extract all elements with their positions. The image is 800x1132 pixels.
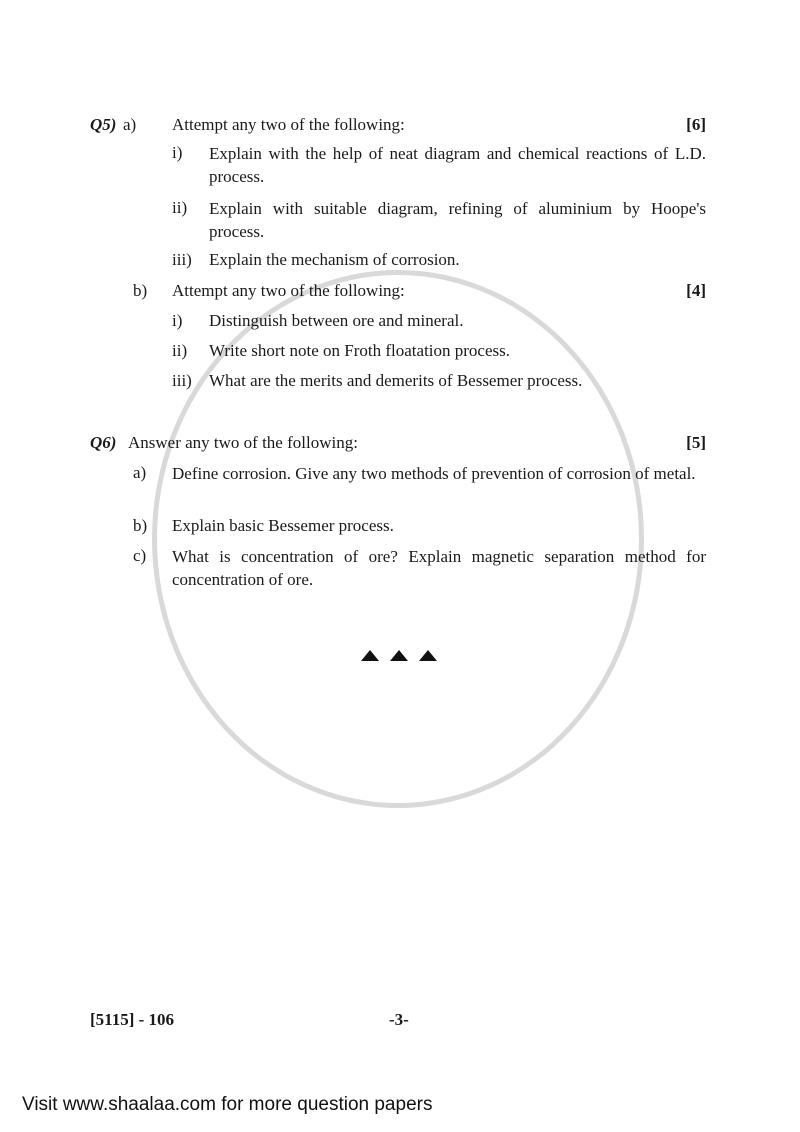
- marks: [4]: [686, 281, 706, 300]
- item-text: Explain the mechanism of corrosion.: [209, 250, 460, 269]
- part-label: a): [123, 115, 137, 134]
- item-label: a): [133, 463, 147, 482]
- item-label: b): [133, 516, 148, 535]
- item-text: Distinguish between ore and mineral.: [209, 311, 464, 330]
- page-number: -3-: [389, 1010, 409, 1029]
- item-text: Explain with suitable diagram, refining of aluminium by Hoope's process.: [209, 199, 706, 241]
- item-text: Write short note on Froth floatation process.: [209, 341, 511, 360]
- item-label: c): [133, 546, 147, 565]
- triangle-icon: [390, 650, 408, 661]
- instruction: Answer any two of the following:: [128, 433, 358, 452]
- item-label: iii): [172, 250, 192, 269]
- item-text: Define corrosion. Give any two methods of prevention of corrosion of metal.: [172, 464, 696, 483]
- item-label: i): [172, 143, 183, 162]
- item-label: ii): [172, 341, 188, 360]
- item-text: Explain with the help of neat diagram and chemical reactions of L.D. process.: [209, 144, 706, 186]
- instruction: Attempt any two of the following:: [172, 115, 405, 134]
- marks: [5]: [686, 433, 706, 452]
- item-label: iii): [172, 371, 192, 390]
- item-text: What is concentration of ore? Explain magnetic separation method for concentration of ore.: [172, 547, 706, 589]
- question-number: Q5): [90, 115, 117, 134]
- marks: [6]: [686, 115, 706, 134]
- paper-code: [5115] - 106: [90, 1010, 175, 1029]
- instruction: Attempt any two of the following:: [172, 281, 405, 300]
- item-text: Explain basic Bessemer process.: [172, 516, 394, 535]
- part-label: b): [133, 281, 148, 300]
- triangle-icon: [361, 650, 379, 661]
- banner-text: Visit www.shaalaa.com for more question papers: [22, 1094, 433, 1115]
- item-label: ii): [172, 198, 188, 217]
- question-number: Q6): [90, 433, 117, 452]
- triangle-icon: [419, 650, 437, 661]
- item-label: i): [172, 311, 183, 330]
- item-text: What are the merits and demerits of Bessemer process.: [209, 371, 583, 390]
